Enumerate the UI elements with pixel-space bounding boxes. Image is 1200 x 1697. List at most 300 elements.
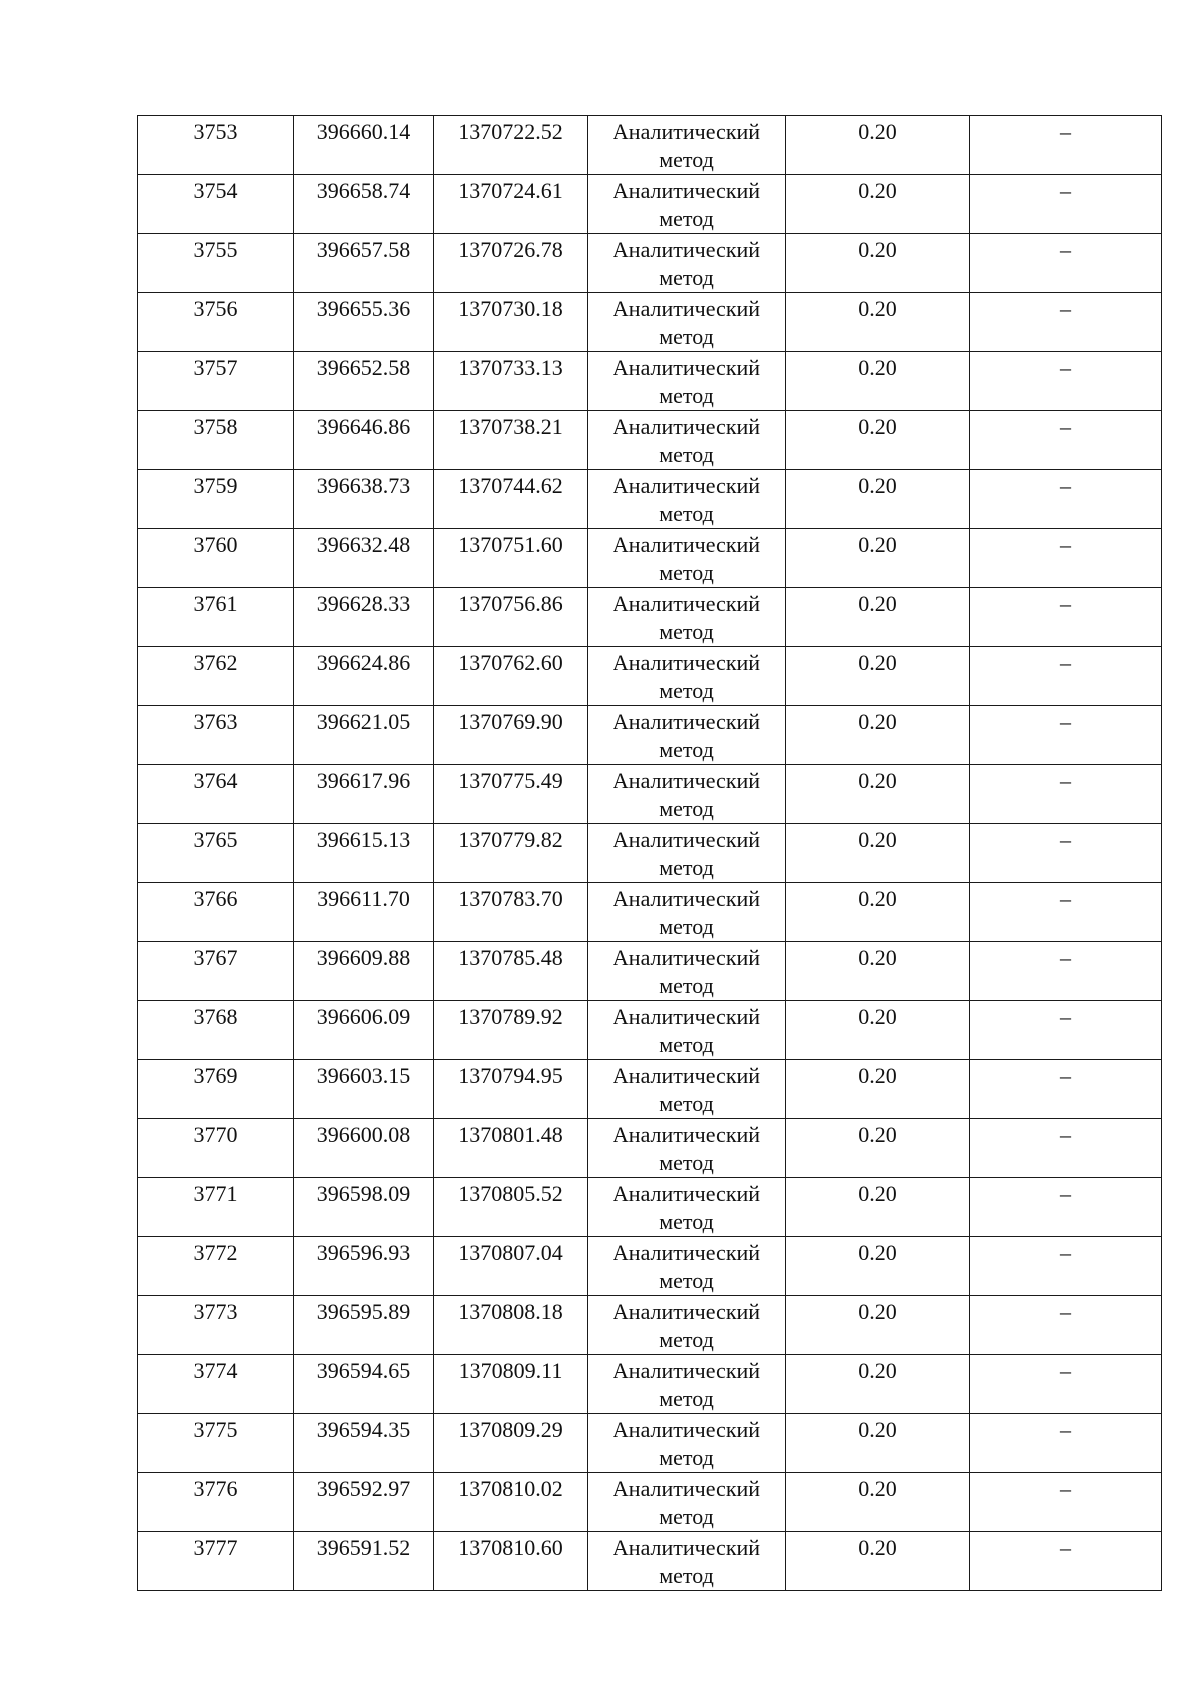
point-number-cell-text: 3759 [193, 473, 238, 498]
note-cell [970, 765, 1162, 824]
y-coordinate-cell [434, 293, 588, 352]
note-cell [970, 1296, 1162, 1355]
point-number-cell [138, 1060, 294, 1119]
x-coordinate-cell [294, 411, 434, 470]
method-cell [588, 883, 786, 942]
note-cell [970, 175, 1162, 234]
method-cell [588, 1473, 786, 1532]
method-cell-text: Аналитический метод [612, 237, 761, 290]
x-coordinate-cell [294, 1355, 434, 1414]
accuracy-cell-text: 0.20 [858, 1240, 897, 1265]
y-coordinate-cell-text: 1370756.86 [458, 591, 563, 616]
method-cell [588, 647, 786, 706]
method-cell [588, 1237, 786, 1296]
point-number-cell-text: 3765 [193, 827, 238, 852]
note-cell-text: – [1060, 178, 1071, 203]
table-row [138, 765, 1162, 824]
accuracy-cell [786, 1119, 970, 1178]
accuracy-cell-text: 0.20 [858, 1476, 897, 1501]
point-number-cell-text: 3774 [193, 1358, 238, 1383]
point-number-cell [138, 175, 294, 234]
point-number-cell [138, 1532, 294, 1591]
method-cell-text: Аналитический метод [612, 1240, 761, 1293]
y-coordinate-cell-text: 1370724.61 [458, 178, 563, 203]
note-cell-text: – [1060, 1299, 1071, 1324]
method-cell-text: Аналитический метод [612, 355, 761, 408]
table-row [138, 942, 1162, 1001]
note-cell-text: – [1060, 945, 1071, 970]
table-row [138, 647, 1162, 706]
point-number-cell [138, 293, 294, 352]
method-cell [588, 588, 786, 647]
x-coordinate-cell [294, 1237, 434, 1296]
y-coordinate-cell [434, 1473, 588, 1532]
note-cell-text: – [1060, 591, 1071, 616]
table-row [138, 116, 1162, 175]
accuracy-cell [786, 1414, 970, 1473]
accuracy-cell-text: 0.20 [858, 296, 897, 321]
method-cell-text: Аналитический метод [612, 414, 761, 467]
method-cell-text: Аналитический метод [612, 296, 761, 349]
y-coordinate-cell [434, 529, 588, 588]
y-coordinate-cell [434, 1532, 588, 1591]
accuracy-cell [786, 1473, 970, 1532]
point-number-cell-text: 3776 [193, 1476, 238, 1501]
x-coordinate-cell [294, 1119, 434, 1178]
accuracy-cell [786, 706, 970, 765]
table-row [138, 1532, 1162, 1591]
accuracy-cell [786, 234, 970, 293]
point-number-cell [138, 352, 294, 411]
method-cell-text: Аналитический метод [612, 1063, 761, 1116]
method-cell [588, 824, 786, 883]
y-coordinate-cell-text: 1370807.04 [458, 1240, 563, 1265]
x-coordinate-cell [294, 1414, 434, 1473]
point-number-cell [138, 1473, 294, 1532]
note-cell-text: – [1060, 827, 1071, 852]
accuracy-cell-text: 0.20 [858, 414, 897, 439]
method-cell [588, 1532, 786, 1591]
note-cell-text: – [1060, 886, 1071, 911]
y-coordinate-cell [434, 824, 588, 883]
method-cell [588, 116, 786, 175]
point-number-cell-text: 3768 [193, 1004, 238, 1029]
note-cell [970, 1119, 1162, 1178]
accuracy-cell-text: 0.20 [858, 532, 897, 557]
point-number-cell [138, 1355, 294, 1414]
y-coordinate-cell [434, 1414, 588, 1473]
point-number-cell-text: 3756 [193, 296, 238, 321]
x-coordinate-cell-text: 396592.97 [316, 1476, 411, 1501]
note-cell [970, 1473, 1162, 1532]
table-row [138, 1178, 1162, 1237]
point-number-cell-text: 3770 [193, 1122, 238, 1147]
table-row [138, 470, 1162, 529]
method-cell-text: Аналитический метод [612, 1004, 761, 1057]
x-coordinate-cell-text: 396655.36 [316, 296, 411, 321]
method-cell [588, 1119, 786, 1178]
note-cell [970, 116, 1162, 175]
y-coordinate-cell-text: 1370733.13 [458, 355, 563, 380]
y-coordinate-cell-text: 1370794.95 [458, 1063, 563, 1088]
x-coordinate-cell-text: 396638.73 [316, 473, 411, 498]
note-cell [970, 1001, 1162, 1060]
point-number-cell [138, 411, 294, 470]
note-cell [970, 529, 1162, 588]
method-cell [588, 942, 786, 1001]
table-row [138, 883, 1162, 942]
y-coordinate-cell-text: 1370808.18 [458, 1299, 563, 1324]
table-row [138, 1119, 1162, 1178]
y-coordinate-cell-text: 1370801.48 [458, 1122, 563, 1147]
y-coordinate-cell [434, 706, 588, 765]
x-coordinate-cell-text: 396646.86 [316, 414, 411, 439]
coordinates-table [137, 115, 1162, 1591]
y-coordinate-cell-text: 1370722.52 [458, 119, 563, 144]
method-cell [588, 411, 786, 470]
y-coordinate-cell [434, 116, 588, 175]
accuracy-cell [786, 470, 970, 529]
x-coordinate-cell-text: 396617.96 [316, 768, 411, 793]
x-coordinate-cell [294, 175, 434, 234]
x-coordinate-cell-text: 396594.35 [316, 1417, 411, 1442]
method-cell-text: Аналитический метод [612, 1535, 761, 1588]
y-coordinate-cell-text: 1370809.11 [458, 1358, 563, 1383]
accuracy-cell-text: 0.20 [858, 473, 897, 498]
x-coordinate-cell-text: 396657.58 [316, 237, 411, 262]
point-number-cell [138, 1178, 294, 1237]
point-number-cell-text: 3767 [193, 945, 238, 970]
accuracy-cell-text: 0.20 [858, 119, 897, 144]
table-row [138, 234, 1162, 293]
point-number-cell-text: 3772 [193, 1240, 238, 1265]
note-cell-text: – [1060, 1181, 1071, 1206]
accuracy-cell-text: 0.20 [858, 1181, 897, 1206]
note-cell-text: – [1060, 1417, 1071, 1442]
method-cell-text: Аналитический метод [612, 1122, 761, 1175]
note-cell-text: – [1060, 1476, 1071, 1501]
accuracy-cell [786, 1178, 970, 1237]
x-coordinate-cell [294, 1532, 434, 1591]
x-coordinate-cell [294, 116, 434, 175]
y-coordinate-cell [434, 1237, 588, 1296]
accuracy-cell-text: 0.20 [858, 650, 897, 675]
y-coordinate-cell-text: 1370810.60 [458, 1535, 563, 1560]
y-coordinate-cell-text: 1370810.02 [458, 1476, 563, 1501]
accuracy-cell [786, 765, 970, 824]
accuracy-cell [786, 352, 970, 411]
table-row [138, 529, 1162, 588]
y-coordinate-cell [434, 765, 588, 824]
accuracy-cell [786, 1296, 970, 1355]
x-coordinate-cell-text: 396611.70 [317, 886, 410, 911]
y-coordinate-cell [434, 1001, 588, 1060]
x-coordinate-cell [294, 1060, 434, 1119]
method-cell [588, 470, 786, 529]
point-number-cell-text: 3775 [193, 1417, 238, 1442]
method-cell [588, 765, 786, 824]
method-cell [588, 293, 786, 352]
y-coordinate-cell [434, 883, 588, 942]
method-cell [588, 234, 786, 293]
accuracy-cell [786, 588, 970, 647]
accuracy-cell-text: 0.20 [858, 237, 897, 262]
method-cell-text: Аналитический метод [612, 1358, 761, 1411]
x-coordinate-cell-text: 396598.09 [316, 1181, 411, 1206]
accuracy-cell-text: 0.20 [858, 1417, 897, 1442]
table-row [138, 1296, 1162, 1355]
table-row [138, 706, 1162, 765]
x-coordinate-cell [294, 1296, 434, 1355]
point-number-cell [138, 529, 294, 588]
note-cell-text: – [1060, 473, 1071, 498]
accuracy-cell-text: 0.20 [858, 1122, 897, 1147]
accuracy-cell-text: 0.20 [858, 886, 897, 911]
x-coordinate-cell [294, 352, 434, 411]
point-number-cell-text: 3755 [193, 237, 238, 262]
accuracy-cell [786, 116, 970, 175]
table-row [138, 411, 1162, 470]
note-cell [970, 1237, 1162, 1296]
note-cell [970, 647, 1162, 706]
method-cell-text: Аналитический метод [612, 945, 761, 998]
note-cell [970, 1060, 1162, 1119]
table-row [138, 1414, 1162, 1473]
y-coordinate-cell [434, 1296, 588, 1355]
note-cell-text: – [1060, 1063, 1071, 1088]
note-cell-text: – [1060, 355, 1071, 380]
point-number-cell-text: 3762 [193, 650, 238, 675]
note-cell-text: – [1060, 296, 1071, 321]
x-coordinate-cell-text: 396594.65 [316, 1358, 411, 1383]
x-coordinate-cell-text: 396615.13 [316, 827, 411, 852]
x-coordinate-cell-text: 396606.09 [316, 1004, 411, 1029]
point-number-cell [138, 1119, 294, 1178]
y-coordinate-cell [434, 175, 588, 234]
y-coordinate-cell [434, 647, 588, 706]
point-number-cell [138, 1296, 294, 1355]
note-cell [970, 352, 1162, 411]
point-number-cell [138, 234, 294, 293]
x-coordinate-cell-text: 396660.14 [316, 119, 411, 144]
y-coordinate-cell-text: 1370769.90 [458, 709, 563, 734]
accuracy-cell [786, 293, 970, 352]
note-cell [970, 1355, 1162, 1414]
method-cell-text: Аналитический метод [612, 768, 761, 821]
point-number-cell [138, 1237, 294, 1296]
method-cell-text: Аналитический метод [612, 827, 761, 880]
x-coordinate-cell-text: 396600.08 [316, 1122, 411, 1147]
note-cell-text: – [1060, 650, 1071, 675]
accuracy-cell [786, 1355, 970, 1414]
y-coordinate-cell-text: 1370789.92 [458, 1004, 563, 1029]
note-cell [970, 942, 1162, 1001]
point-number-cell [138, 588, 294, 647]
point-number-cell [138, 824, 294, 883]
y-coordinate-cell-text: 1370779.82 [458, 827, 563, 852]
accuracy-cell-text: 0.20 [858, 768, 897, 793]
note-cell-text: – [1060, 1004, 1071, 1029]
method-cell-text: Аналитический метод [612, 1476, 761, 1529]
x-coordinate-cell [294, 470, 434, 529]
method-cell [588, 1355, 786, 1414]
method-cell-text: Аналитический метод [612, 886, 761, 939]
y-coordinate-cell-text: 1370726.78 [458, 237, 563, 262]
point-number-cell-text: 3769 [193, 1063, 238, 1088]
point-number-cell [138, 706, 294, 765]
method-cell [588, 1414, 786, 1473]
y-coordinate-cell-text: 1370762.60 [458, 650, 563, 675]
accuracy-cell [786, 1060, 970, 1119]
x-coordinate-cell-text: 396596.93 [316, 1240, 411, 1265]
point-number-cell [138, 470, 294, 529]
accuracy-cell [786, 647, 970, 706]
accuracy-cell [786, 1237, 970, 1296]
method-cell [588, 1178, 786, 1237]
point-number-cell-text: 3766 [193, 886, 238, 911]
note-cell [970, 1414, 1162, 1473]
note-cell [970, 234, 1162, 293]
accuracy-cell-text: 0.20 [858, 1535, 897, 1560]
point-number-cell-text: 3761 [193, 591, 238, 616]
point-number-cell-text: 3753 [193, 119, 238, 144]
table-row [138, 1473, 1162, 1532]
x-coordinate-cell-text: 396591.52 [316, 1535, 411, 1560]
method-cell [588, 1060, 786, 1119]
y-coordinate-cell-text: 1370730.18 [458, 296, 563, 321]
table-row [138, 1355, 1162, 1414]
method-cell [588, 352, 786, 411]
x-coordinate-cell-text: 396624.86 [316, 650, 411, 675]
table-row [138, 588, 1162, 647]
accuracy-cell [786, 1001, 970, 1060]
x-coordinate-cell-text: 396628.33 [316, 591, 411, 616]
point-number-cell-text: 3763 [193, 709, 238, 734]
x-coordinate-cell [294, 706, 434, 765]
table-row [138, 824, 1162, 883]
accuracy-cell-text: 0.20 [858, 827, 897, 852]
note-cell-text: – [1060, 532, 1071, 557]
point-number-cell [138, 116, 294, 175]
method-cell [588, 1296, 786, 1355]
note-cell [970, 1532, 1162, 1591]
y-coordinate-cell [434, 1355, 588, 1414]
y-coordinate-cell-text: 1370805.52 [458, 1181, 563, 1206]
point-number-cell-text: 3777 [193, 1535, 238, 1560]
accuracy-cell-text: 0.20 [858, 1063, 897, 1088]
note-cell-text: – [1060, 709, 1071, 734]
x-coordinate-cell-text: 396621.05 [316, 709, 411, 734]
note-cell [970, 411, 1162, 470]
point-number-cell-text: 3758 [193, 414, 238, 439]
y-coordinate-cell [434, 1119, 588, 1178]
accuracy-cell-text: 0.20 [858, 355, 897, 380]
y-coordinate-cell-text: 1370744.62 [458, 473, 563, 498]
x-coordinate-cell [294, 1001, 434, 1060]
accuracy-cell-text: 0.20 [858, 1358, 897, 1383]
point-number-cell-text: 3773 [193, 1299, 238, 1324]
y-coordinate-cell [434, 470, 588, 529]
x-coordinate-cell [294, 647, 434, 706]
x-coordinate-cell [294, 1178, 434, 1237]
accuracy-cell-text: 0.20 [858, 709, 897, 734]
accuracy-cell [786, 411, 970, 470]
y-coordinate-cell-text: 1370785.48 [458, 945, 563, 970]
point-number-cell-text: 3771 [193, 1181, 238, 1206]
table-row [138, 1001, 1162, 1060]
x-coordinate-cell [294, 883, 434, 942]
note-cell-text: – [1060, 1240, 1071, 1265]
note-cell-text: – [1060, 1535, 1071, 1560]
x-coordinate-cell [294, 234, 434, 293]
table-row [138, 175, 1162, 234]
x-coordinate-cell [294, 824, 434, 883]
method-cell-text: Аналитический метод [612, 1417, 761, 1470]
y-coordinate-cell-text: 1370783.70 [458, 886, 563, 911]
point-number-cell [138, 883, 294, 942]
y-coordinate-cell [434, 1060, 588, 1119]
accuracy-cell [786, 824, 970, 883]
point-number-cell [138, 1414, 294, 1473]
accuracy-cell-text: 0.20 [858, 945, 897, 970]
accuracy-cell [786, 1532, 970, 1591]
note-cell-text: – [1060, 414, 1071, 439]
accuracy-cell-text: 0.20 [858, 591, 897, 616]
accuracy-cell-text: 0.20 [858, 1299, 897, 1324]
x-coordinate-cell-text: 396595.89 [316, 1299, 411, 1324]
y-coordinate-cell [434, 588, 588, 647]
accuracy-cell [786, 883, 970, 942]
x-coordinate-cell-text: 396603.15 [316, 1063, 411, 1088]
note-cell [970, 1178, 1162, 1237]
point-number-cell-text: 3754 [193, 178, 238, 203]
table-body [138, 116, 1162, 1591]
point-number-cell [138, 647, 294, 706]
method-cell-text: Аналитический метод [612, 178, 761, 231]
x-coordinate-cell-text: 396609.88 [316, 945, 411, 970]
note-cell-text: – [1060, 1122, 1071, 1147]
method-cell-text: Аналитический метод [612, 119, 761, 172]
point-number-cell-text: 3760 [193, 532, 238, 557]
point-number-cell-text: 3764 [193, 768, 238, 793]
note-cell [970, 706, 1162, 765]
point-number-cell [138, 765, 294, 824]
note-cell-text: – [1060, 1358, 1071, 1383]
x-coordinate-cell [294, 588, 434, 647]
method-cell [588, 175, 786, 234]
note-cell [970, 588, 1162, 647]
table-row [138, 293, 1162, 352]
accuracy-cell-text: 0.20 [858, 178, 897, 203]
y-coordinate-cell-text: 1370751.60 [458, 532, 563, 557]
x-coordinate-cell [294, 1473, 434, 1532]
note-cell [970, 293, 1162, 352]
method-cell-text: Аналитический метод [612, 709, 761, 762]
x-coordinate-cell-text: 396652.58 [316, 355, 411, 380]
method-cell [588, 706, 786, 765]
method-cell-text: Аналитический метод [612, 1181, 761, 1234]
y-coordinate-cell-text: 1370775.49 [458, 768, 563, 793]
method-cell-text: Аналитический метод [612, 532, 761, 585]
y-coordinate-cell-text: 1370738.21 [458, 414, 563, 439]
y-coordinate-cell-text: 1370809.29 [458, 1417, 563, 1442]
x-coordinate-cell-text: 396632.48 [316, 532, 411, 557]
method-cell-text: Аналитический метод [612, 650, 761, 703]
x-coordinate-cell [294, 293, 434, 352]
y-coordinate-cell [434, 352, 588, 411]
method-cell [588, 1001, 786, 1060]
y-coordinate-cell [434, 1178, 588, 1237]
